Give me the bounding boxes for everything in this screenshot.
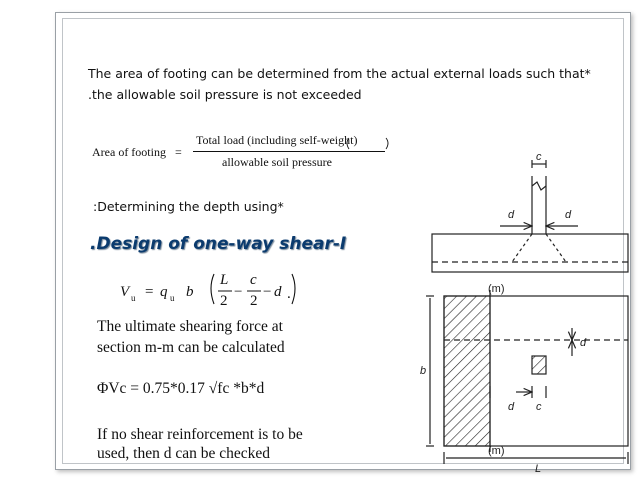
- shear-c: c: [250, 272, 257, 288]
- numerator-paren-right: [386, 138, 388, 149]
- label-L: L: [535, 463, 542, 475]
- shear-sub-u1: u: [131, 293, 136, 303]
- label-c-top: c: [536, 151, 542, 163]
- numerator-paren-left: [347, 138, 349, 149]
- shear-sub-u2: u: [170, 293, 175, 303]
- right-paren: [292, 274, 295, 304]
- shear-L: L: [220, 272, 229, 288]
- depth-label: :Determining the depth using*: [93, 199, 284, 214]
- label-b: b: [420, 365, 427, 377]
- intro-line-2: .the allowable soil pressure is not exceeded: [88, 87, 362, 102]
- shear-q: q: [160, 284, 168, 300]
- shear-d: d: [274, 284, 282, 300]
- shear-b: b: [186, 284, 194, 300]
- paragraph-1-line-2: section m-m can be calculated: [97, 339, 285, 356]
- label-d-right: d: [565, 209, 572, 221]
- section-heading: .Design of one-way shear-I: [90, 234, 347, 254]
- label-c-bottom: c: [536, 401, 542, 413]
- label-d-left: d: [508, 209, 515, 221]
- paragraph-2: ΦVc = 0.75*0.17 √fc *b*d: [97, 380, 265, 397]
- area-formula-equals: =: [175, 145, 182, 159]
- label-d-side: d: [580, 337, 587, 349]
- shear-eq: =: [145, 284, 154, 300]
- shear-two-1: 2: [220, 293, 228, 309]
- shear-minus-2: −: [263, 284, 272, 300]
- label-d-bottom: d: [508, 401, 515, 413]
- shear-minus-1: −: [234, 284, 243, 300]
- area-formula-numerator: Total load (including self-weight): [196, 133, 358, 147]
- left-paren: [211, 274, 214, 304]
- paragraph-3-line-1: If no shear reinforcement is to be: [97, 426, 303, 443]
- area-formula-lhs: Area of footing: [92, 145, 166, 159]
- intro-line-1: The area of footing can be determined from the actual external loads such that*: [88, 66, 591, 81]
- label-m-top: (m): [488, 283, 505, 295]
- shear-two-2: 2: [250, 293, 258, 309]
- shear-V: V: [120, 284, 130, 300]
- paragraph-1-line-1: The ultimate shearing force at: [97, 318, 283, 335]
- label-m-bottom: (m): [488, 445, 505, 457]
- area-formula-denominator: allowable soil pressure: [222, 155, 332, 169]
- paragraph-3-line-2: used, then d can be checked: [97, 445, 271, 462]
- shear-dot: .: [287, 286, 291, 302]
